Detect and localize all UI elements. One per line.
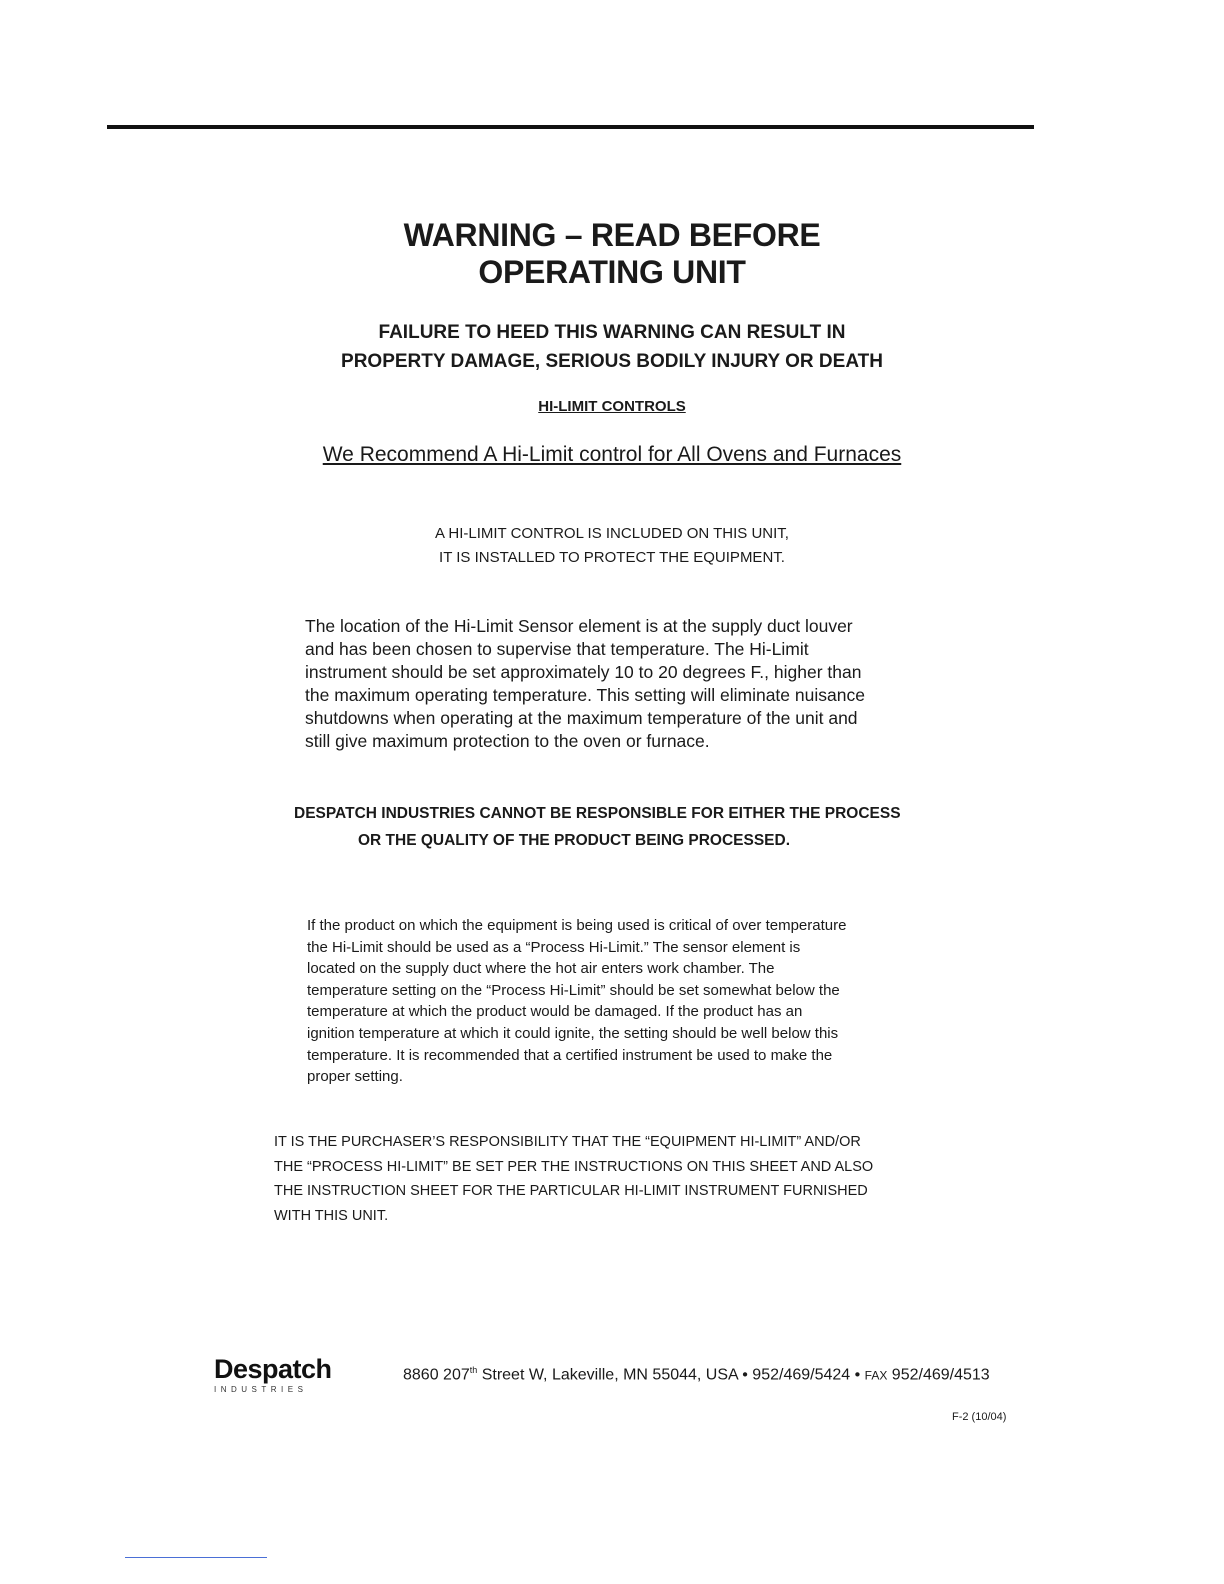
included-notice <box>312 522 912 570</box>
form-code: F-2 (10/04) <box>952 1411 1007 1423</box>
warning-title <box>312 217 912 291</box>
disclaimer-line1: DESPATCH INDUSTRIES CANNOT BE RESPONSIBLE FOR EITHER THE PROCESS <box>294 805 901 822</box>
paragraph-line: still give maximum protection to the oven or furnace. <box>305 731 710 751</box>
despatch-logo <box>214 1354 332 1394</box>
paragraph-purchaser-responsibility <box>274 1130 974 1228</box>
paragraph-process-hi-limit <box>307 915 987 1088</box>
fax-number: 952/469/4513 <box>887 1366 990 1384</box>
logo-subtext: INDUSTRIES <box>214 1385 308 1394</box>
paragraph-line: IT IS THE PURCHASER’S RESPONSIBILITY THAT THE “EQUIPMENT HI-LIMIT” AND/OR <box>274 1134 861 1150</box>
paragraph-line: temperature. It is recommended that a certified instrument be used to make the <box>307 1046 833 1064</box>
paragraph-line: temperature setting on the “Process Hi-Limit” should be set somewhat below the <box>307 981 840 999</box>
warning-title-line1: WARNING – READ BEFORE <box>403 217 821 253</box>
paragraph-line: ignition temperature at which it could ignite, the setting should be well below this <box>307 1024 839 1042</box>
address-ordinal-suffix: th <box>469 1365 478 1375</box>
paragraph-line: The location of the Hi-Limit Sensor element is at the supply duct louver <box>305 616 853 636</box>
paragraph-line: proper setting. <box>307 1068 403 1086</box>
bottom-link-underline[interactable] <box>125 1557 267 1558</box>
paragraph-line: instrument should be set approximately 10 to 20 degrees F., higher than <box>305 662 862 682</box>
paragraph-line: temperature at which the product would be damaged. If the product has an <box>307 1003 803 1021</box>
paragraph-line: WITH THIS UNIT. <box>274 1207 389 1224</box>
paragraph-line: shutdowns when operating at the maximum temperature of the unit and <box>305 708 858 728</box>
logo-wordmark: Despatch <box>214 1354 332 1384</box>
paragraph-line: located on the supply duct where the hot air enters work chamber. The <box>307 960 775 978</box>
warning-subtitle <box>262 318 962 376</box>
warning-title-line2: OPERATING UNIT <box>478 254 746 290</box>
included-notice-line1: A HI-LIMIT CONTROL IS INCLUDED ON THIS UNIT, <box>435 525 789 542</box>
footer-address <box>403 1365 990 1384</box>
address-rest: Street W, Lakeville, MN 55044, USA • 952/469/5424 • <box>477 1366 865 1384</box>
fax-label: FAX <box>864 1368 888 1383</box>
included-notice-line2: IT IS INSTALLED TO PROTECT THE EQUIPMENT. <box>439 549 785 566</box>
paragraph-line: and has been chosen to supervise that temperature. The Hi-Limit <box>305 639 809 659</box>
section-heading-hi-limit: HI-LIMIT CONTROLS <box>538 398 686 415</box>
paragraph-line: THE INSTRUCTION SHEET FOR THE PARTICULAR HI-LIMIT INSTRUMENT FURNISHED <box>274 1183 868 1199</box>
warning-subtitle-line1: FAILURE TO HEED THIS WARNING CAN RESULT IN <box>378 322 846 343</box>
paragraph-line: the Hi-Limit should be used as a “Process Hi-Limit.” The sensor element is <box>307 938 801 956</box>
paragraph-sensor-location <box>305 615 965 753</box>
paragraph-line: the maximum operating temperature. This setting will eliminate nuisance <box>305 685 865 705</box>
address-street-number: 8860 207 <box>403 1366 470 1384</box>
paragraph-line: THE “PROCESS HI-LIMIT” BE SET PER THE INSTRUCTIONS ON THIS SHEET AND ALSO <box>274 1158 874 1175</box>
top-horizontal-rule <box>107 125 1034 129</box>
paragraph-line: If the product on which the equipment is being used is critical of over temperature <box>307 917 847 934</box>
recommendation-line: We Recommend A Hi-Limit control for All Ovens and Furnaces <box>322 443 902 466</box>
responsibility-disclaimer <box>294 800 994 854</box>
warning-subtitle-line2: PROPERTY DAMAGE, SERIOUS BODILY INJURY OR DEATH <box>341 351 883 372</box>
disclaimer-line2: OR THE QUALITY OF THE PRODUCT BEING PROCESSED. <box>358 832 791 849</box>
